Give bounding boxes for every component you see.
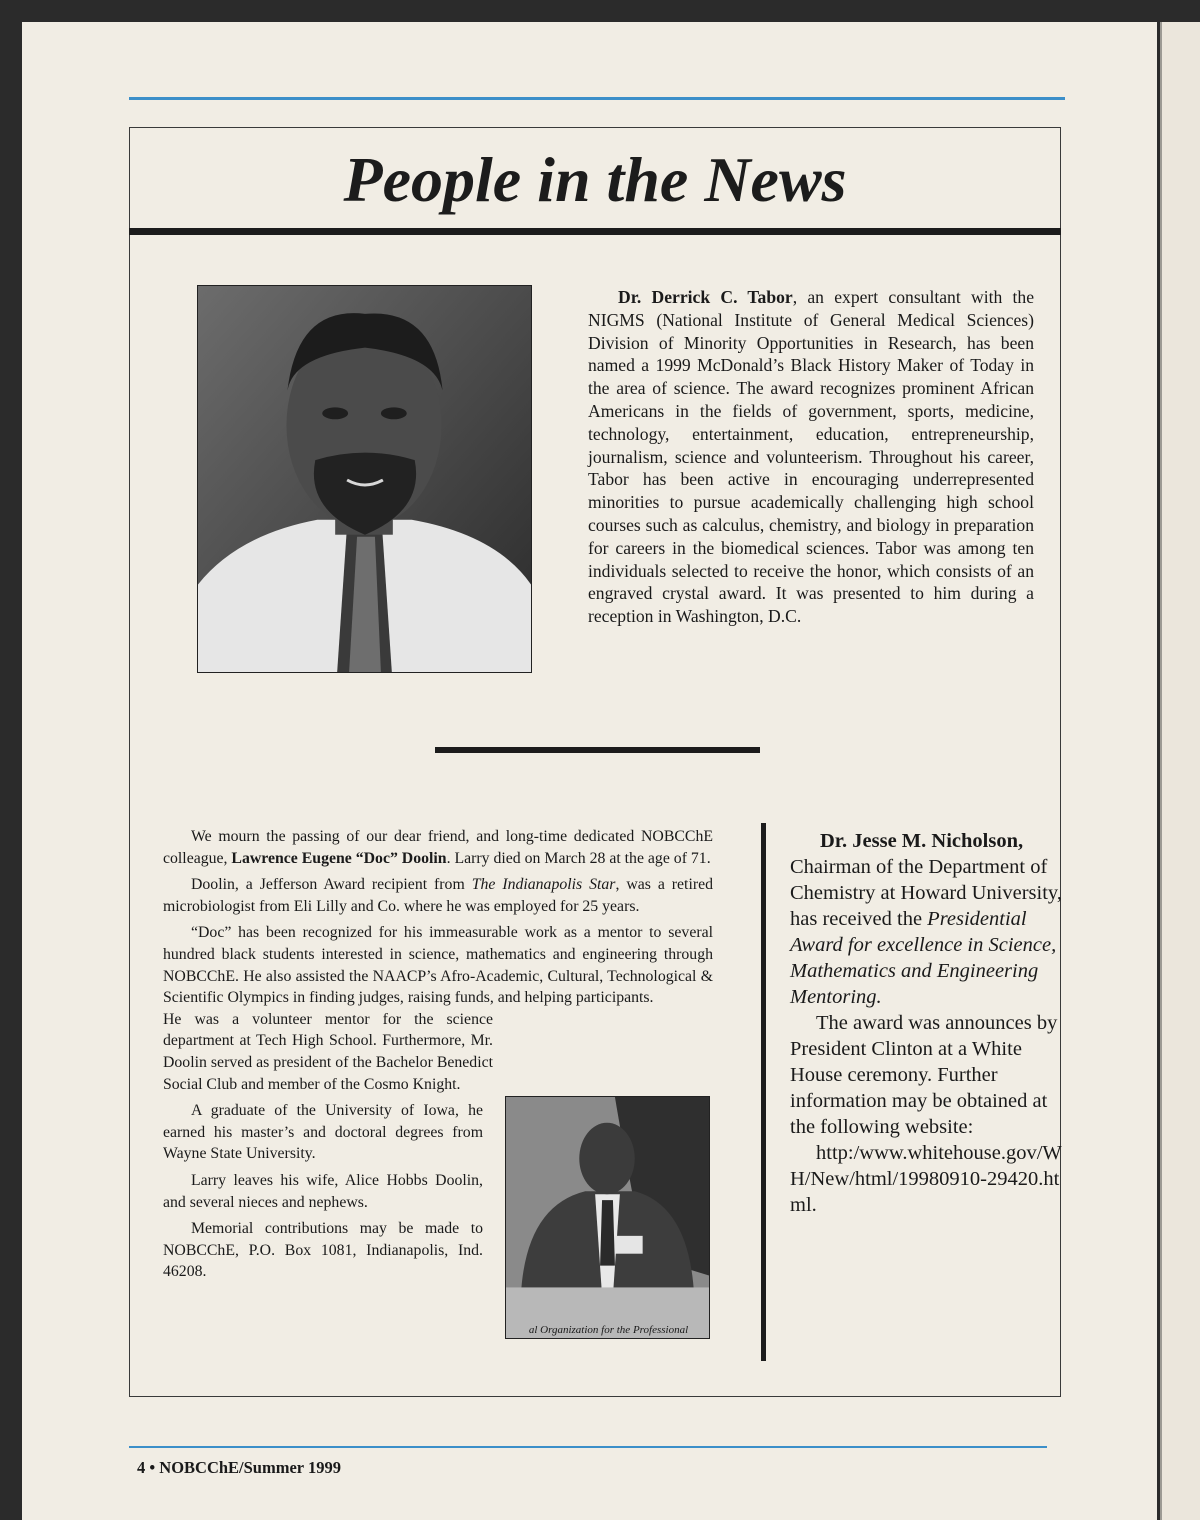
section-divider-rule [435,747,760,753]
doolin-paragraph-1 [163,826,713,869]
nicholson-website-link[interactable]: http:/www.whitehouse.gov/WH/New/html/19980910-29420.html. [790,1142,1062,1216]
doolin-paragraph-2 [163,874,713,917]
doolin-paragraph-6: Memorial contributions may be made to NOBCChE, P.O. Box 1081, Indianapolis, Ind. 46208. [163,1220,483,1281]
tabor-text: , an expert consultant with the NIGMS (National Institute of General Medical Sciences) Division of Minority Opportunities in Research, has been named a 1999 McDonald’s Black History Maker of Today in the area of science. The award recognizes prominent African Americans in the fields of government, sports, medicine, technology, entertainment, education, entrepreneurship, journalism, science and volunteerism. Throughout his career, Tabor has been active in encouraging underrepresented minorities to pursue academically challenging high school courses such as calculus, chemistry, and biology in preparation for careers in the biomedical sciences. Tabor was among ten individuals selected to receive the honor, which consists of an engraved crystal award. It was presented to him during a reception in Washington, D.C. [588,287,1034,627]
doolin-photo-banner: al Organization for the Professional [528,1324,689,1336]
nicholson-paragraph-2: The award was announces by President Clinton at a White House ceremony. Further information may be obtained at the following website: [790,1012,1058,1138]
page-title: People in the News [343,144,847,215]
tabor-article [588,286,1034,628]
title-underline [129,228,1061,235]
doolin-p1-end: . Larry died on March 28 at the age of 71. [446,849,711,867]
facing-page-edge [1160,22,1200,1520]
tabor-name: Dr. Derrick C. Tabor [618,287,793,307]
doolin-p1-text: We mourn the passing of our dear friend, and long-time dedicated NOBCChE colleague, [163,828,713,867]
doolin-p2-text: Doolin, a Jefferson Award recipient from [191,876,472,894]
nicholson-award: Presidential Award for excellence in Science, Mathematics and Engineering Mentoring. [790,908,1057,1008]
nicholson-article [790,828,1062,1218]
page-footer: 4 • NOBCChE/Summer 1999 [137,1458,341,1477]
column-divider-rule [761,823,766,1361]
doolin-paragraph-3-continued: He was a volunteer mentor for the science department at Tech High School. Furthermore, Mr. Doolin served as president of the Bachelor Benedict Social Club and member of the Cosmo Knight. [163,1010,493,1093]
doolin-paragraph-4: A graduate of the University of Iowa, he earned his master’s and doctoral degrees from Wayne State University. [163,1102,483,1163]
doolin-paragraph-3: “Doc” has been recognized for his immeasurable work as a mentor to several hundred black students interested in science, mathematics and engineering through NOBCChE. He also assisted the NAACP’s Afro-Academic, Cultural, Technological & Scientific Olympics in finding judges, raising funds, and helping participants. [163,924,713,1007]
doolin-p2-end: , was a retired microbiologist from Eli Lilly and Co. where he was employed for 25 years. [163,876,713,915]
nicholson-name: Dr. Jesse M. Nicholson [820,830,1018,852]
doolin-publication: The Indianapolis Star [471,876,616,894]
nicholson-paragraph-1 [790,828,1062,1010]
bottom-blue-rule [129,1446,1047,1448]
doolin-name: Lawrence Eugene “Doc” Doolin [231,849,447,867]
tabor-portrait-photo [197,285,532,673]
nicholson-name-line: Dr. Jesse M. Nicholson, [820,830,1024,852]
doolin-paragraph-5: Larry leaves his wife, Alice Hobbs Doolin, and several nieces and nephews. [163,1171,483,1211]
doolin-photo [505,1096,710,1339]
top-blue-rule [129,97,1065,100]
nicholson-text-1: Chairman of the Department of Chemistry at Howard University, has received the [790,856,1062,930]
